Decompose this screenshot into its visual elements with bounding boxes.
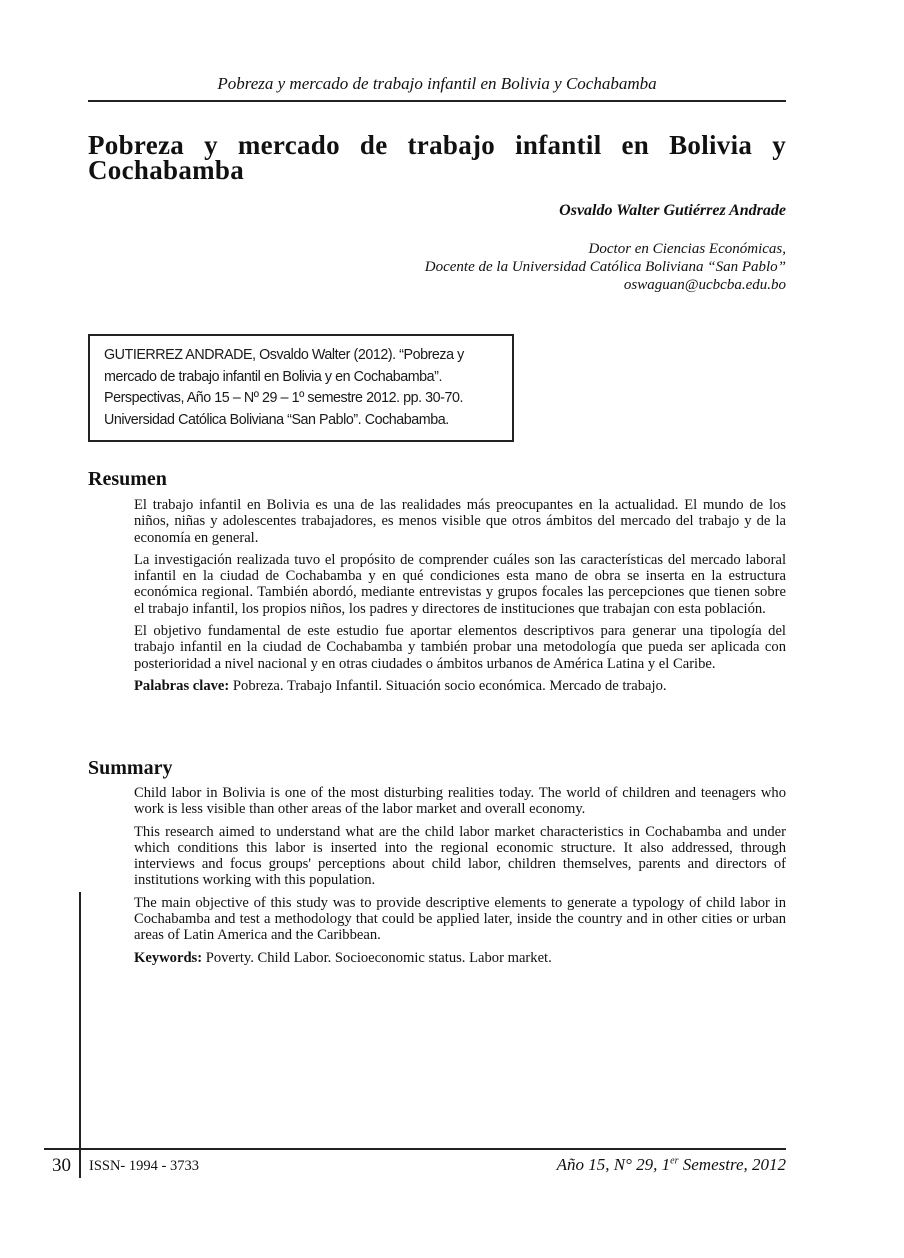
header-rule xyxy=(88,100,786,102)
affiliation-degree: Doctor en Ciencias Económicas, xyxy=(588,241,786,257)
issue-ordinal: er xyxy=(670,1155,679,1167)
resumen-paragraph: El objetivo fundamental de este estudio fue aportar elementos descriptivos para generar una tipología del trabajo infantil en la ciudad de Cochabamba y también probar una metodología que pueda ser aplicada con posterioridad a nivel nacional y en otras ciudades o ámbitos urbanos de América Latina y el Caribe. xyxy=(134,623,786,672)
author-affiliation xyxy=(425,240,786,294)
issue-suffix: Semestre, 2012 xyxy=(678,1155,786,1174)
summary-keywords-text: Poverty. Child Labor. Socioeconomic status. Labor market. xyxy=(205,949,552,966)
summary-keywords-label: Keywords: xyxy=(134,949,203,966)
page-number: 30 xyxy=(52,1155,71,1176)
resumen-keywords-text: Pobreza. Trabajo Infantil. Situación socio económica. Mercado de trabajo. xyxy=(232,677,667,694)
summary-heading: Summary xyxy=(88,757,173,779)
author-name: Osvaldo Walter Gutiérrez Andrade xyxy=(559,202,786,219)
summary-paragraph: Child labor in Bolivia is one of the most disturbing realities today. The world of children and teenagers who work is less visible than other areas of the labor market and overall economy. xyxy=(134,785,786,818)
affiliation-email: oswaguan@ucbcba.edu.bo xyxy=(623,277,786,293)
citation-text: GUTIERREZ ANDRADE, Osvaldo Walter (2012). “Pobreza y mercado de trabajo infantil en Bolivia y en Cochabamba”. Perspectivas, Año 15 – Nº 29 – 1º semestre 2012. pp. 30-70. Universidad Católica Boliviana “San Pablo”. Cochabamba. xyxy=(104,347,464,428)
article-title: Pobreza y mercado de trabajo infantil en Bolivia y Cochabamba xyxy=(88,130,786,185)
citation-box xyxy=(88,334,514,442)
margin-rule xyxy=(79,892,81,1178)
issue-info xyxy=(557,1155,786,1175)
footer-rule xyxy=(44,1148,786,1150)
resumen-body xyxy=(134,497,786,700)
resumen-paragraph: El trabajo infantil en Bolivia es una de las realidades más preocupantes en la actualidad. El mundo de los niños, niñas y adolescentes trabajadores, es menos visible que otros ámbitos del mercado del trabajo y de la economía en general. xyxy=(134,497,786,546)
summary-paragraph: The main objective of this study was to provide descriptive elements to generate a typology of child labor in Cochabamba and test a methodology that could be applied later, inside the country and in other cities or urban areas of Latin America and the Caribbean. xyxy=(134,894,786,944)
resumen-paragraph: La investigación realizada tuvo el propósito de comprender cuáles son las características del mercado laboral infantil en la ciudad de Cochabamba y en qué condiciones esta mano de obra se inserta en la estructura económica regional. También abordó, mediante entrevistas y grupos focales las percepciones que tienen sobre el trabajo infantil, los propios niños, los padres y directores de instituciones que trabajan con esta población. xyxy=(134,551,786,617)
summary-paragraph: This research aimed to understand what are the child labor market characteristics in Cochabamba and under which conditions this labor is inserted into the regional economic structure. It also addressed, through interviews and focus groups' perceptions about child labor, children themselves, parents and directors of institutions working with this population. xyxy=(134,823,786,889)
issn: ISSN- 1994 - 3733 xyxy=(89,1158,199,1174)
resumen-keywords-label: Palabras clave: xyxy=(134,677,230,694)
running-header: Pobreza y mercado de trabajo infantil en Bolivia y Cochabamba xyxy=(217,74,657,93)
summary-body xyxy=(134,785,786,972)
summary-keywords xyxy=(134,950,786,966)
resumen-keywords xyxy=(134,678,786,694)
issue-prefix: Año 15, N° 29, 1 xyxy=(556,1155,671,1174)
resumen-heading: Resumen xyxy=(88,468,167,490)
affiliation-position: Docente de la Universidad Católica Boliviana “San Pablo” xyxy=(424,259,786,275)
